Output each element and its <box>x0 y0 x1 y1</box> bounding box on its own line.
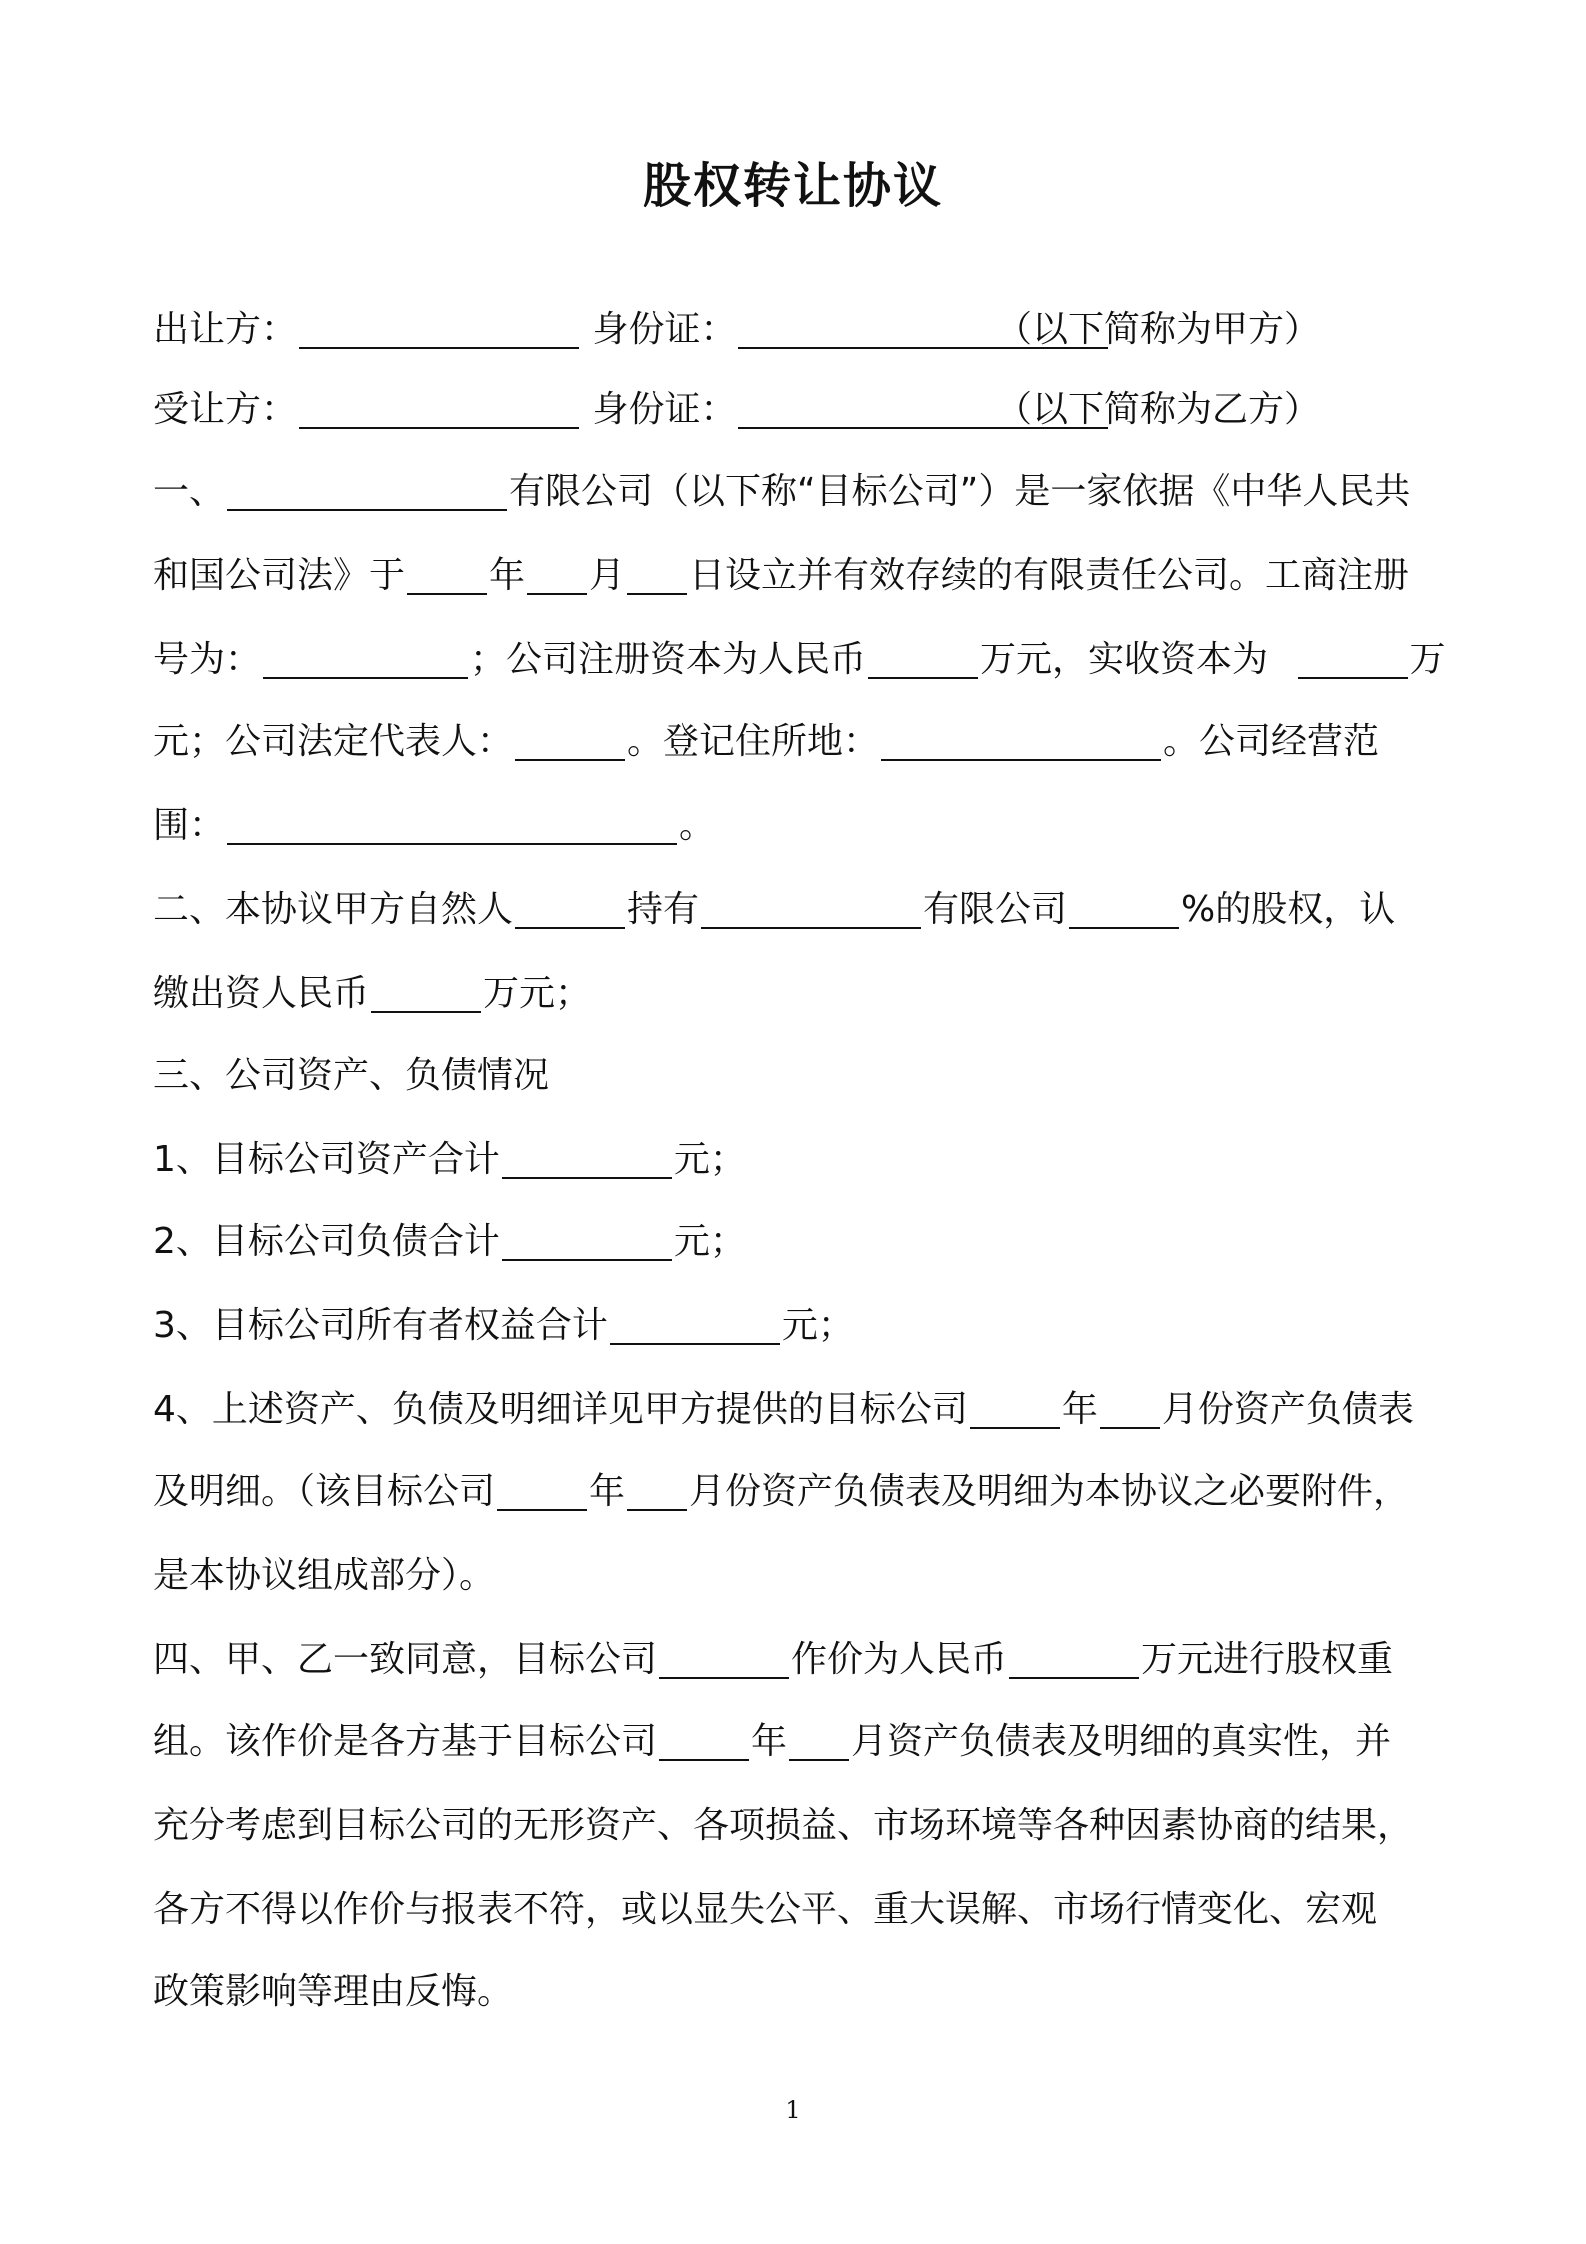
item-text: 2、目标公司负债合计 <box>153 1221 500 1262</box>
article4-line1 <box>153 1630 1453 1690</box>
article3-item4-line2 <box>153 1462 1453 1522</box>
article1-text: 元；公司法定代表人： <box>153 721 514 762</box>
registered-capital-blank[interactable] <box>868 637 978 679</box>
article2-line2 <box>153 964 1453 1024</box>
article1-line2 <box>153 546 1453 606</box>
item-text: 元； <box>673 1221 746 1262</box>
article1-line5 <box>153 796 1453 856</box>
valuation-amount-blank[interactable] <box>1009 1637 1139 1679</box>
registration-number-blank[interactable] <box>263 637 468 679</box>
article2-text: 万元； <box>483 973 592 1014</box>
article4-text: 作价为人民币 <box>791 1639 1008 1680</box>
year-label: 年 <box>589 1471 626 1512</box>
article3-item3 <box>153 1296 1453 1356</box>
article3-item4-line1 <box>153 1380 1453 1440</box>
seller-note: （以下简称为甲方） <box>995 309 1320 350</box>
article1-text: 。公司经营范 <box>1163 721 1380 762</box>
year-blank[interactable] <box>659 1719 749 1761</box>
business-scope-blank[interactable] <box>227 803 677 845</box>
item-text: 元； <box>781 1305 854 1346</box>
paid-in-capital-blank[interactable] <box>1298 637 1408 679</box>
article4-line3: 充分考虑到目标公司的无形资产、各项损益、市场环境等各种因素协商的结果， <box>153 1805 1414 1846</box>
article4-line4: 各方不得以作价与报表不符，或以显失公平、重大误解、市场行情变化、宏观 <box>153 1889 1378 1930</box>
item-text: 月份资产负债表及明细为本协议之必要附件， <box>689 1471 1410 1512</box>
document-title: 股权转让协议 <box>642 158 943 214</box>
article3-item4-line3: 是本协议组成部分）。 <box>153 1555 496 1596</box>
article1-text: 围： <box>153 805 226 846</box>
subscribed-capital-blank[interactable] <box>371 971 481 1013</box>
month-blank[interactable] <box>789 1719 849 1761</box>
article1-number: 一、 <box>153 471 226 512</box>
month-label: 月 <box>589 555 626 596</box>
article3-item1 <box>153 1130 1453 1190</box>
article1-line1 <box>153 462 1453 522</box>
item-text: 元； <box>673 1139 746 1180</box>
article1-line4 <box>153 712 1453 772</box>
year-blank[interactable] <box>407 553 487 595</box>
article1-text: 有限公司（以下称“目标公司”）是一家依据《中华人民共 <box>509 471 1411 512</box>
buyer-note: （以下简称为乙方） <box>995 389 1320 430</box>
year-label: 年 <box>751 1721 788 1762</box>
seller-name-blank[interactable] <box>299 307 579 349</box>
article1-text: 号为： <box>153 639 262 680</box>
article4-text: 四、甲、乙一致同意，目标公司 <box>153 1639 658 1680</box>
valuation-target-blank[interactable] <box>659 1637 789 1679</box>
day-blank[interactable] <box>627 553 687 595</box>
article4-line5: 政策影响等理由反悔。 <box>153 1971 514 2012</box>
held-company-blank[interactable] <box>701 887 921 929</box>
article2-text: 缴出资人民币 <box>153 973 370 1014</box>
article1-text: 万 <box>1409 639 1446 680</box>
item-text: 1、目标公司资产合计 <box>153 1139 500 1180</box>
article3-heading: 三、公司资产、负债情况 <box>153 1055 550 1096</box>
item-text: 及明细。（该目标公司 <box>153 1471 496 1512</box>
company-name-blank[interactable] <box>227 469 507 511</box>
article1-text: ；公司注册资本为人民币 <box>470 639 867 680</box>
month-blank[interactable] <box>627 1469 687 1511</box>
article1-text: 万元，实收资本为 <box>980 639 1269 680</box>
buyer-line <box>153 380 1453 440</box>
total-liabilities-blank[interactable] <box>502 1219 672 1261</box>
article2-line1 <box>153 880 1453 940</box>
article2-text: 二、本协议甲方自然人 <box>153 889 514 930</box>
item-text: 4、上述资产、负债及明细详见甲方提供的目标公司 <box>153 1389 968 1430</box>
article2-text: %的股权，认 <box>1181 889 1396 930</box>
article1-text: 日设立并有效存续的有限责任公司。工商注册 <box>689 555 1410 596</box>
buyer-name-blank[interactable] <box>299 387 579 429</box>
article1-text: 和国公司法》于 <box>153 555 406 596</box>
article4-text: 组。该作价是各方基于目标公司 <box>153 1721 658 1762</box>
registered-address-blank[interactable] <box>881 719 1161 761</box>
item-text: 月份资产负债表 <box>1161 1389 1414 1430</box>
item-text: 3、目标公司所有者权益合计 <box>153 1305 608 1346</box>
month-blank[interactable] <box>527 553 587 595</box>
article2-text: 有限公司 <box>923 889 1068 930</box>
equity-percent-blank[interactable] <box>1069 887 1179 929</box>
buyer-label: 受让方： <box>153 389 298 430</box>
owners-equity-blank[interactable] <box>610 1303 780 1345</box>
article4-text: 万元进行股权重 <box>1141 1639 1394 1680</box>
article2-text: 持有 <box>627 889 700 930</box>
seller-id-label: 身份证： <box>592 309 737 350</box>
page-number: 1 <box>785 2096 801 2124</box>
seller-label: 出让方： <box>153 309 298 350</box>
year-blank[interactable] <box>970 1387 1060 1429</box>
total-assets-blank[interactable] <box>502 1137 672 1179</box>
year-label: 年 <box>1061 1389 1098 1430</box>
shareholder-name-blank[interactable] <box>515 887 625 929</box>
legal-representative-blank[interactable] <box>515 719 625 761</box>
month-blank[interactable] <box>1100 1387 1160 1429</box>
article1-line3 <box>153 630 1453 690</box>
article1-text: 。 <box>679 805 716 846</box>
buyer-id-label: 身份证： <box>592 389 737 430</box>
seller-line <box>153 300 1453 360</box>
year-blank[interactable] <box>497 1469 587 1511</box>
article4-line2 <box>153 1712 1453 1772</box>
article3-item2 <box>153 1212 1453 1272</box>
article1-text: 。登记住所地： <box>627 721 880 762</box>
article4-text: 月资产负债表及明细的真实性，并 <box>851 1721 1392 1762</box>
year-label: 年 <box>489 555 526 596</box>
